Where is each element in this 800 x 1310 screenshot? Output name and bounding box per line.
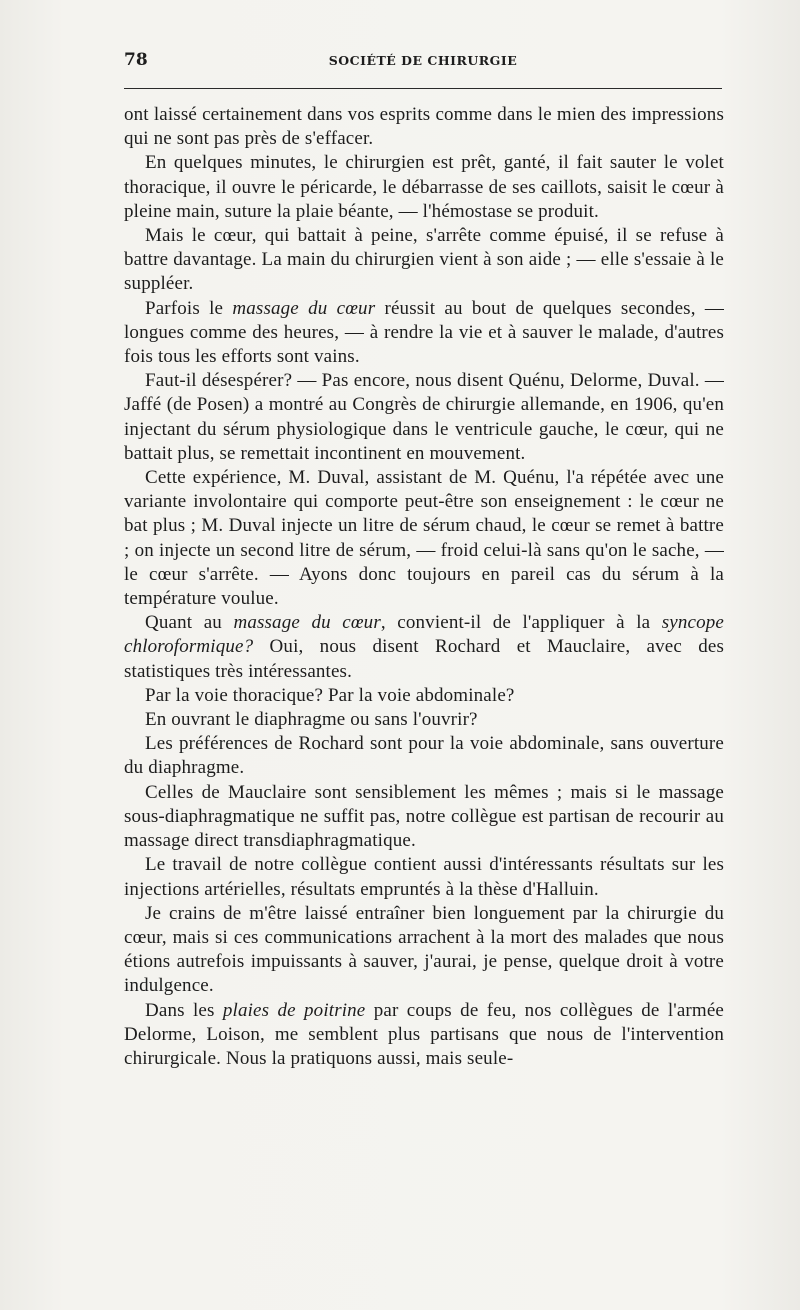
paragraph-text: par coups de feu, nos collègues de l'armée Delorme, Loison, me semblent plus partisans que nous de l'intervention chirurgicale. Nous la pratiquons aussi, mais seule- <box>124 999 724 1069</box>
italic-phrase: massage du cœur <box>232 297 376 319</box>
paragraph <box>124 103 724 151</box>
running-head <box>124 50 722 74</box>
paragraph <box>124 466 724 611</box>
paragraph-text: Le travail de notre collègue contient aussi d'intéressants résultats sur les injections artérielles, résultats empruntés à la thèse d'Halluin. <box>124 854 724 900</box>
paragraph-text: Mais le cœur, qui battait à peine, s'arrête comme épuisé, il se refuse à battre davantage. La main du chirurgien vient à son aide ; — elle s'essaie à le suppléer. <box>124 225 724 295</box>
body-text <box>124 103 724 1071</box>
paragraph-text: En ouvrant le diaphragme ou sans l'ouvrir? <box>145 709 478 731</box>
italic-phrase: massage du cœur <box>233 612 381 634</box>
paragraph-text: , convient-il de l'appliquer à la <box>380 612 662 634</box>
paragraph-text: Par la voie thoracique? Par la voie abdominale? <box>145 684 515 706</box>
paragraph-text: Oui, nous disent Rochard et Mauclaire, avec des statistiques très intéressantes. <box>124 636 724 682</box>
paragraph-text: Les préférences de Rochard sont pour la voie abdominale, sans ouverture du diaphragme. <box>124 733 724 779</box>
header-rule <box>124 88 722 89</box>
paragraph <box>124 611 724 684</box>
paragraph-text: réussit au bout de quelques secondes, — longues comme des heures, — à rendre la vie et à sauver le malade, d'autres fois tous les efforts sont vains. <box>124 297 724 368</box>
paragraph <box>124 853 724 901</box>
paragraph-text: Faut-il désespérer? — Pas encore, nous disent Quénu, Delorme, Duval. — Jaffé (de Posen) a montré au Congrès de chirurgie allemande, en 1906, qu'en injectant du sérum physiologique dans le ventricule gauche, le cœur, qui ne battait plus, se remettait incontinent en mouvement. <box>124 370 724 464</box>
paragraph-text: Je crains de m'être laissé entraîner bien longuement par la chirurgie du cœur, mais si ces communications arrachent à la mort des malades que nous étions autrefois impuissants à sauver, j'aurai, je pense, quelque droit à votre indulgence. <box>124 902 724 997</box>
paragraph <box>124 297 724 370</box>
paragraph <box>124 902 724 999</box>
paragraph <box>124 708 724 732</box>
paragraph <box>124 781 724 854</box>
paragraph <box>124 151 724 224</box>
paragraph-text: Parfois le <box>145 297 233 319</box>
paragraph <box>124 369 724 466</box>
running-title: SOCIÉTÉ DE CHIRURGIE <box>328 53 518 68</box>
paragraph <box>124 732 724 780</box>
italic-phrase: syncope chloroformique? <box>124 612 724 658</box>
paragraph-text: Cette expérience, M. Duval, assistant de M. Quénu, l'a répétée avec une variante involontaire qui comporte peut-être son enseignement : le cœur ne bat plus ; M. Duval injecte un litre de sérum chaud, le cœur se remet à battre ; on injecte un second litre de sérum, — froid celui-là sans qu'on le sache, — le cœur s'arrête. — Ayons donc toujours en pareil cas du sérum à la température voulue. <box>124 467 724 610</box>
paragraph <box>124 999 724 1072</box>
paragraph <box>124 224 724 297</box>
italic-phrase: plaies de poitrine <box>222 999 366 1021</box>
page-number: 78 <box>124 50 148 70</box>
paragraph-text: Dans les <box>145 999 223 1021</box>
paragraph-text: ont laissé certainement dans vos esprits comme dans le mien des impressions qui ne sont pas près de s'effacer. <box>124 104 724 150</box>
paragraph-text: Quant au <box>145 612 234 634</box>
paragraph <box>124 684 724 708</box>
paragraph-text: Celles de Mauclaire sont sensiblement les mêmes ; mais si le massage sous-diaphragmatique ne suffit pas, notre collègue est partisan de recourir au massage direct transdiaphragmatique. <box>124 781 724 852</box>
paragraph-text: En quelques minutes, le chirurgien est prêt, ganté, il fait sauter le volet thoracique, il ouvre le péricarde, le débarrasse de ses caillots, saisit le cœur à pleine main, suture la plaie béante, — l'hémostase se produit. <box>124 152 724 222</box>
